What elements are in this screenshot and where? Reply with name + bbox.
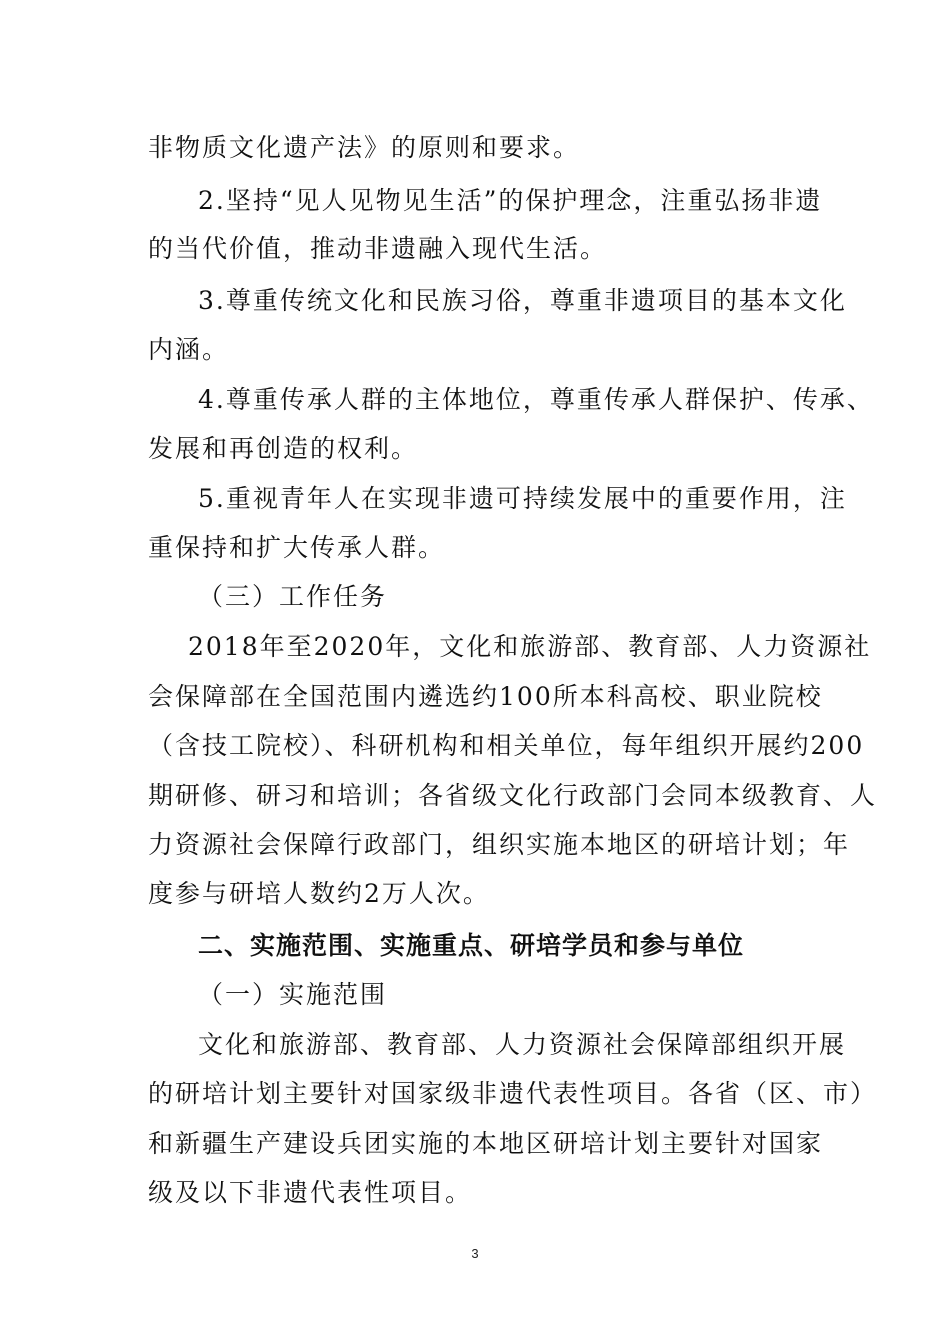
paragraph-line: （含技工院校）、科研机构和相关单位，每年组织开展约200 [148, 731, 865, 760]
section-subheading: （三）工作任务 [198, 582, 388, 611]
section-subheading: （一）实施范围 [198, 980, 388, 1009]
paragraph-line: 2018年至2020年，文化和旅游部、教育部、人力资源社 [188, 632, 872, 661]
paragraph-line: 级及以下非遗代表性项目。 [148, 1178, 473, 1207]
paragraph-line: 文化和旅游部、教育部、人力资源社会保障部组织开展 [198, 1030, 847, 1059]
paragraph-line: 发展和再创造的权利。 [148, 434, 419, 463]
paragraph-line: 的当代价值，推动非遗融入现代生活。 [148, 234, 608, 263]
paragraph-line: 重保持和扩大传承人群。 [148, 533, 446, 562]
paragraph-line: 的研培计划主要针对国家级非遗代表性项目。各省（区、市） [148, 1079, 878, 1108]
paragraph-line: 5.重视青年人在实现非遗可持续发展中的重要作用，注 [198, 484, 847, 513]
paragraph-line: 会保障部在全国范围内遴选约100所本科高校、职业院校 [148, 682, 823, 711]
paragraph-line: 和新疆生产建设兵团实施的本地区研培计划主要针对国家 [148, 1129, 824, 1158]
paragraph-line: 期研修、研习和培训；各省级文化行政部门会同本级教育、人 [148, 781, 878, 810]
paragraph-line: 2.坚持“见人见物见生活”的保护理念，注重弘扬非遗 [198, 186, 823, 215]
paragraph-line: 非物质文化遗产法》的原则和要求。 [148, 133, 581, 162]
page-number: 3 [471, 1246, 479, 1261]
paragraph-line: 度参与研培人数约2万人次。 [148, 879, 490, 908]
paragraph-line: 力资源社会保障行政部门，组织实施本地区的研培计划；年 [148, 830, 851, 859]
section-heading: 二、实施范围、实施重点、研培学员和参与单位 [198, 931, 745, 960]
paragraph-line: 4.尊重传承人群的主体地位，尊重传承人群保护、传承、 [198, 385, 874, 414]
paragraph-line: 内涵。 [148, 335, 230, 364]
paragraph-line: 3.尊重传统文化和民族习俗，尊重非遗项目的基本文化 [198, 286, 847, 315]
